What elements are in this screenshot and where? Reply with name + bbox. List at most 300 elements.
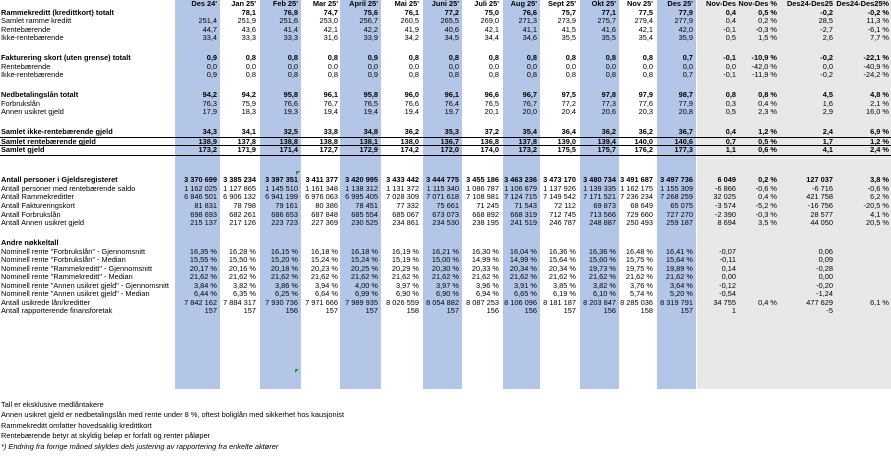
table-cell[interactable]: 3,97 % bbox=[435, 280, 459, 290]
table-cell[interactable]: 682 261 bbox=[229, 209, 256, 219]
table-cell[interactable]: 0,8 bbox=[408, 53, 419, 63]
table-cell[interactable]: 668 319 bbox=[510, 209, 537, 219]
table-cell[interactable]: 15,50 % bbox=[228, 255, 256, 265]
table-cell[interactable]: 0,0 bbox=[682, 61, 693, 71]
table-row[interactable] bbox=[0, 128, 891, 137]
table-cell[interactable]: -0,07 bbox=[719, 246, 736, 256]
table-cell[interactable]: 16,18 % bbox=[350, 246, 378, 256]
table-cell[interactable]: 20,0 bbox=[522, 107, 537, 117]
table-cell[interactable]: -6 716 bbox=[812, 183, 833, 193]
table-cell[interactable]: 35,9 bbox=[678, 33, 693, 43]
table-cell[interactable]: 15,64 % bbox=[665, 255, 693, 265]
table-cell[interactable]: 3 397 351 bbox=[265, 175, 298, 185]
table-cell[interactable]: 3 420 995 bbox=[345, 175, 378, 185]
table-cell[interactable]: 3,97 % bbox=[395, 280, 419, 290]
table-cell[interactable]: -1,24 bbox=[816, 289, 833, 299]
table-cell[interactable]: -0,1 bbox=[723, 24, 736, 34]
table-cell[interactable]: 0,8 bbox=[488, 53, 499, 63]
table-cell[interactable]: 34,3 bbox=[202, 127, 217, 137]
table-cell[interactable]: -0,2 bbox=[820, 7, 833, 17]
table-cell[interactable]: 0,4 % bbox=[758, 192, 777, 202]
table-cell[interactable]: 21,62 % bbox=[471, 272, 499, 282]
table-cell[interactable]: 7 149 542 bbox=[543, 192, 576, 202]
table-cell[interactable]: 729 660 bbox=[626, 209, 653, 219]
table-cell[interactable]: 251,4 bbox=[198, 16, 217, 26]
table-cell[interactable]: 34,5 bbox=[444, 33, 459, 43]
table-cell[interactable]: 34 755 bbox=[713, 297, 736, 307]
table-cell[interactable]: 95,8 bbox=[363, 90, 378, 100]
table-cell[interactable]: 0,2 % bbox=[758, 175, 777, 185]
table-cell[interactable]: 36,2 bbox=[601, 127, 616, 137]
table-cell[interactable]: 1 138 312 bbox=[345, 183, 378, 193]
table-cell[interactable]: 16,48 % bbox=[625, 246, 653, 256]
table-cell[interactable]: 3 473 170 bbox=[543, 175, 576, 185]
table-cell[interactable]: 42,0 bbox=[678, 24, 693, 34]
table-cell[interactable]: 173,2 bbox=[518, 145, 537, 155]
table-cell[interactable]: 1,2 % bbox=[758, 127, 777, 137]
table-cell[interactable]: 71 543 bbox=[514, 201, 537, 210]
table-cell[interactable]: 3,94 % bbox=[314, 280, 338, 290]
table-cell[interactable]: 1,2 % bbox=[870, 136, 889, 146]
table-cell[interactable]: 0,0 bbox=[488, 61, 499, 71]
table-cell[interactable]: 20,1 bbox=[484, 107, 499, 117]
table-cell[interactable]: 172,0 bbox=[440, 145, 459, 155]
table-cell[interactable]: 157 bbox=[563, 306, 576, 316]
table-cell[interactable]: 174,2 bbox=[400, 145, 419, 155]
table-cell[interactable]: 6,1 % bbox=[870, 297, 889, 307]
table-cell[interactable]: 14,99 % bbox=[471, 255, 499, 265]
table-cell[interactable]: 175,5 bbox=[557, 145, 576, 155]
table-cell[interactable]: 34,4 bbox=[484, 33, 499, 43]
table-cell[interactable]: Aug 25' bbox=[510, 0, 537, 8]
table-cell[interactable]: 0,5 bbox=[725, 33, 736, 43]
table-cell[interactable]: 0,8 bbox=[327, 53, 338, 63]
table-cell[interactable]: 19,3 bbox=[283, 107, 298, 117]
table-cell[interactable]: Mar 25' bbox=[312, 0, 338, 8]
table-cell[interactable]: 20,17 % bbox=[189, 263, 217, 273]
table-cell[interactable]: 76,5 bbox=[484, 98, 499, 108]
table-cell[interactable]: 96,1 bbox=[323, 90, 338, 100]
table-cell[interactable]: 0,0 bbox=[287, 61, 298, 71]
table-cell[interactable]: 6,64 % bbox=[314, 289, 338, 299]
table-cell[interactable]: 16,41 % bbox=[665, 246, 693, 256]
table-cell[interactable]: 1 161 348 bbox=[305, 183, 338, 193]
table-cell[interactable]: 0,8 bbox=[245, 70, 256, 80]
table-cell[interactable]: 2,3 % bbox=[758, 107, 777, 117]
table-cell[interactable]: 14,99 % bbox=[509, 255, 537, 265]
table-cell[interactable]: 6,2 % bbox=[870, 192, 889, 202]
table-cell[interactable]: 7,7 % bbox=[870, 33, 889, 43]
table-cell[interactable]: 7 989 935 bbox=[345, 297, 378, 307]
table-cell[interactable]: 77,5 bbox=[638, 7, 653, 17]
table-cell[interactable]: 177,3 bbox=[674, 145, 693, 155]
table-cell[interactable]: 35,5 bbox=[561, 33, 576, 43]
table-cell[interactable]: 76,6 bbox=[404, 98, 419, 108]
table-cell[interactable]: 0,8 bbox=[642, 70, 653, 80]
table-cell[interactable]: 673 073 bbox=[432, 209, 459, 219]
table-cell[interactable]: 269,0 bbox=[480, 16, 499, 26]
table-cell[interactable]: 74,7 bbox=[323, 7, 338, 17]
table-cell[interactable]: 6,25 % bbox=[274, 289, 298, 299]
table-cell[interactable]: 77,2 bbox=[561, 98, 576, 108]
table-cell[interactable]: 76,6 bbox=[283, 98, 298, 108]
table-cell[interactable]: -0,3 % bbox=[755, 209, 777, 219]
table-cell[interactable]: 1,7 bbox=[822, 136, 833, 146]
table-cell[interactable]: 3,5 % bbox=[758, 218, 777, 228]
table-cell[interactable]: -0,2 bbox=[820, 53, 833, 63]
table-cell[interactable]: 273,9 bbox=[557, 16, 576, 26]
table-cell[interactable]: 227 369 bbox=[311, 218, 338, 228]
table-cell[interactable]: 34,6 bbox=[522, 33, 537, 43]
table-cell[interactable]: 20,30 % bbox=[431, 263, 459, 273]
table-cell[interactable]: 0,8 % bbox=[758, 90, 777, 100]
table-cell[interactable]: 6,19 % bbox=[552, 289, 576, 299]
table-cell[interactable]: 19,7 bbox=[444, 107, 459, 117]
table-cell[interactable]: Juli 25' bbox=[474, 0, 499, 8]
table-cell[interactable]: 279,4 bbox=[634, 16, 653, 26]
table-cell[interactable]: 41,1 bbox=[522, 24, 537, 34]
table-cell[interactable]: 138,1 bbox=[359, 136, 378, 146]
table-cell[interactable]: 2,1 % bbox=[870, 98, 889, 108]
table-cell[interactable]: 16,36 % bbox=[548, 246, 576, 256]
table-cell[interactable]: 0,9 bbox=[206, 53, 217, 63]
table-cell[interactable]: 1 115 340 bbox=[426, 183, 459, 193]
table-cell[interactable]: 137,8 bbox=[237, 136, 256, 146]
table-cell[interactable]: 20,5 % bbox=[865, 218, 889, 228]
table-cell[interactable]: 68 649 bbox=[630, 201, 653, 210]
table-cell[interactable]: 21,62 % bbox=[270, 272, 298, 282]
table-cell[interactable]: 20,25 % bbox=[350, 263, 378, 273]
table-cell[interactable]: 37,2 bbox=[484, 127, 499, 137]
table-cell[interactable]: 250 493 bbox=[626, 218, 653, 228]
table-cell[interactable]: Nov-Des % bbox=[738, 0, 777, 8]
table-cell[interactable]: 20,29 % bbox=[391, 263, 419, 273]
table-cell[interactable]: 96,1 bbox=[444, 90, 459, 100]
table-cell[interactable]: 44,7 bbox=[202, 24, 217, 34]
table-cell[interactable]: 3 463 236 bbox=[504, 175, 537, 185]
table-cell[interactable]: 15,60 % bbox=[588, 255, 616, 265]
table-cell[interactable]: 4,5 bbox=[822, 90, 833, 100]
table-cell[interactable]: 1,5 % bbox=[758, 33, 777, 43]
table-cell[interactable]: 3 444 775 bbox=[426, 175, 459, 185]
table-cell[interactable]: Juni 25' bbox=[431, 0, 459, 8]
table-cell[interactable]: 0,4 bbox=[725, 127, 736, 137]
table-cell[interactable]: -0,2 bbox=[820, 70, 833, 80]
table-cell[interactable]: 7 171 521 bbox=[583, 192, 616, 202]
table-cell[interactable]: 36,2 bbox=[404, 127, 419, 137]
table-cell[interactable]: 6,9 % bbox=[870, 127, 889, 137]
table-cell[interactable]: 0,0 bbox=[448, 61, 459, 71]
table-cell[interactable]: 265,5 bbox=[440, 16, 459, 26]
table-cell[interactable]: 6 846 501 bbox=[184, 192, 217, 202]
table-cell[interactable]: 97,8 bbox=[601, 90, 616, 100]
table-cell[interactable]: 1,1 bbox=[725, 145, 736, 155]
table-cell[interactable]: 78 798 bbox=[233, 201, 256, 210]
table-cell[interactable]: 15,19 % bbox=[391, 255, 419, 265]
table-cell[interactable]: 698 693 bbox=[190, 209, 217, 219]
table-cell[interactable]: 3,96 % bbox=[475, 280, 499, 290]
table-cell[interactable]: Mai 25' bbox=[394, 0, 419, 8]
table-cell[interactable]: 139,0 bbox=[557, 136, 576, 146]
table-cell[interactable]: 6,44 % bbox=[193, 289, 217, 299]
table-cell[interactable]: 260,5 bbox=[400, 16, 419, 26]
table-cell[interactable]: 71 245 bbox=[476, 201, 499, 210]
table-cell[interactable]: 2,6 bbox=[822, 33, 833, 43]
table-cell[interactable]: 3,85 % bbox=[552, 280, 576, 290]
table-cell[interactable]: 3 455 186 bbox=[466, 175, 499, 185]
table-cell[interactable]: 251,6 bbox=[279, 16, 298, 26]
table-cell[interactable]: 4,8 % bbox=[870, 90, 889, 100]
table-cell[interactable]: 15,24 % bbox=[350, 255, 378, 265]
table-cell[interactable]: 16,04 % bbox=[509, 246, 537, 256]
table-cell[interactable]: 4,1 bbox=[822, 145, 833, 155]
table-row[interactable] bbox=[0, 145, 891, 156]
table-cell[interactable]: 94,2 bbox=[202, 90, 217, 100]
table-cell[interactable]: 6,35 % bbox=[232, 289, 256, 299]
table-cell[interactable]: 32,5 bbox=[283, 127, 298, 137]
table-cell[interactable]: 5,74 % bbox=[629, 289, 653, 299]
table-cell[interactable]: 1 086 787 bbox=[466, 183, 499, 193]
table-cell[interactable]: Des 25' bbox=[667, 0, 693, 8]
table-cell[interactable]: 76,7 bbox=[323, 98, 338, 108]
table-cell[interactable]: Des24-Des25 bbox=[786, 0, 833, 8]
table-cell[interactable]: 3 433 442 bbox=[386, 175, 419, 185]
table-cell[interactable]: 17,9 bbox=[202, 107, 217, 117]
table-cell[interactable]: 0,4 bbox=[725, 7, 736, 17]
table-cell[interactable]: 0,8 bbox=[448, 70, 459, 80]
table-cell[interactable]: 21,62 % bbox=[665, 272, 693, 282]
table-cell[interactable]: 34,8 bbox=[363, 127, 378, 137]
table-cell[interactable]: 0,3 bbox=[725, 98, 736, 108]
table-cell[interactable]: 0,00 bbox=[721, 272, 736, 282]
table-cell[interactable]: 271,3 bbox=[518, 16, 537, 26]
table-cell[interactable]: 6 995 405 bbox=[345, 192, 378, 202]
table-cell[interactable]: April 25' bbox=[349, 0, 378, 8]
table-cell[interactable]: 15,24 % bbox=[310, 255, 338, 265]
table-cell[interactable]: 3,76 % bbox=[629, 280, 653, 290]
table-cell[interactable]: -5 bbox=[826, 306, 833, 316]
table-cell[interactable]: 1 137 926 bbox=[543, 183, 576, 193]
table-cell[interactable]: 1 127 865 bbox=[223, 183, 256, 193]
table-cell[interactable]: 2,4 bbox=[822, 127, 833, 137]
table-cell[interactable]: 8 026 559 bbox=[386, 297, 419, 307]
table-cell[interactable]: 31,6 bbox=[323, 33, 338, 43]
table-cell[interactable]: 158 bbox=[406, 306, 419, 316]
table-cell[interactable]: 76,7 bbox=[522, 98, 537, 108]
table-cell[interactable]: 8 087 253 bbox=[466, 297, 499, 307]
table-cell[interactable]: 41,6 bbox=[601, 24, 616, 34]
table-cell[interactable]: 35,3 bbox=[444, 127, 459, 137]
table-cell[interactable]: 234 530 bbox=[432, 218, 459, 228]
table-cell[interactable]: Nov-Des bbox=[706, 0, 736, 8]
table-cell[interactable]: 139,4 bbox=[597, 136, 616, 146]
table-cell[interactable]: 251,9 bbox=[237, 16, 256, 26]
table-cell[interactable]: 75,0 bbox=[484, 7, 499, 17]
table-cell[interactable]: -6 866 bbox=[715, 183, 736, 193]
table-cell[interactable]: 1 bbox=[731, 306, 736, 316]
table-cell[interactable]: Jan 25' bbox=[231, 0, 256, 8]
table-cell[interactable]: 15,55 % bbox=[189, 255, 217, 265]
table-cell[interactable]: 11,3 % bbox=[866, 16, 889, 26]
table-cell[interactable]: 138,8 bbox=[319, 136, 338, 146]
table-cell[interactable]: 421 758 bbox=[806, 192, 833, 202]
table-cell[interactable]: 75,6 bbox=[363, 7, 378, 17]
table-cell[interactable]: 72 112 bbox=[553, 201, 576, 210]
table-cell[interactable]: 3 385 234 bbox=[223, 175, 256, 185]
table-cell[interactable]: 157 bbox=[446, 306, 459, 316]
table-row[interactable] bbox=[0, 219, 891, 228]
table-cell[interactable]: -16 756 bbox=[807, 201, 833, 210]
table-cell[interactable]: 36,7 bbox=[678, 127, 693, 137]
table-cell[interactable]: 156 bbox=[524, 306, 537, 316]
table-cell[interactable]: 76,9 bbox=[283, 7, 298, 17]
table-cell[interactable]: 19,73 % bbox=[588, 263, 616, 273]
table-cell[interactable]: 36,2 bbox=[638, 127, 653, 137]
table-cell[interactable]: -24,2 % bbox=[863, 70, 889, 80]
table-cell[interactable]: 0,4 % bbox=[758, 98, 777, 108]
table-cell[interactable]: 8 054 882 bbox=[426, 297, 459, 307]
table-cell[interactable]: 41,4 bbox=[283, 24, 298, 34]
table-cell[interactable]: 248 887 bbox=[589, 218, 616, 228]
table-cell[interactable]: 0,4 bbox=[725, 16, 736, 26]
table-cell[interactable]: 18,3 bbox=[241, 107, 256, 117]
table-cell[interactable]: 21,62 % bbox=[509, 272, 537, 282]
table-cell[interactable]: Nov 25' bbox=[627, 0, 653, 8]
table-cell[interactable]: 80 386 bbox=[315, 201, 338, 210]
table-cell[interactable]: 7 071 618 bbox=[426, 192, 459, 202]
table-cell[interactable]: 2,9 bbox=[822, 107, 833, 117]
table-cell[interactable]: -0,1 bbox=[723, 53, 736, 63]
table-cell[interactable]: 6,65 % bbox=[513, 289, 537, 299]
table-cell[interactable]: 0,0 bbox=[206, 61, 217, 71]
table-cell[interactable]: 16,28 % bbox=[228, 246, 256, 256]
table-cell[interactable]: 685 067 bbox=[392, 209, 419, 219]
table-cell[interactable]: 33,8 bbox=[323, 127, 338, 137]
table-cell[interactable]: 0,4 % bbox=[758, 297, 777, 307]
table-cell[interactable]: 65 075 bbox=[670, 201, 693, 210]
table-cell[interactable]: 3,82 % bbox=[232, 280, 256, 290]
table-cell[interactable]: 8 203 847 bbox=[583, 297, 616, 307]
table-cell[interactable]: 138,0 bbox=[400, 136, 419, 146]
table-cell[interactable]: 21,62 % bbox=[431, 272, 459, 282]
table-cell[interactable]: 76,5 bbox=[363, 98, 378, 108]
table-cell[interactable]: 19,4 bbox=[404, 107, 419, 117]
table-cell[interactable]: 28,5 bbox=[818, 16, 833, 26]
table-cell[interactable]: 230 525 bbox=[351, 218, 378, 228]
table-cell[interactable]: 97,5 bbox=[561, 90, 576, 100]
table-cell[interactable]: 21,62 % bbox=[350, 272, 378, 282]
table-cell[interactable]: -0,28 bbox=[816, 263, 833, 273]
table-cell[interactable]: 253,0 bbox=[319, 16, 338, 26]
table-cell[interactable]: 94,2 bbox=[241, 90, 256, 100]
table-cell[interactable]: 34,2 bbox=[404, 33, 419, 43]
table-cell[interactable]: 75,7 bbox=[561, 7, 576, 17]
table-cell[interactable]: 16,30 % bbox=[471, 246, 499, 256]
table-cell[interactable]: 78 451 bbox=[355, 201, 378, 210]
table-cell[interactable]: 41,9 bbox=[404, 24, 419, 34]
table-cell[interactable]: 0,8 bbox=[245, 53, 256, 63]
table-cell[interactable]: 0,0 bbox=[367, 61, 378, 71]
table-cell[interactable]: 40,6 bbox=[444, 24, 459, 34]
table-cell[interactable]: 138,9 bbox=[198, 136, 217, 146]
table-cell[interactable]: 16,15 % bbox=[270, 246, 298, 256]
table-cell[interactable]: 42,1 bbox=[638, 24, 653, 34]
table-cell[interactable]: 217 126 bbox=[229, 218, 256, 228]
table-cell[interactable]: 0,8 bbox=[488, 70, 499, 80]
table-cell[interactable]: 33,9 bbox=[363, 33, 378, 43]
table-cell[interactable]: 0,7 bbox=[682, 53, 693, 63]
table-cell[interactable]: 727 270 bbox=[666, 209, 693, 219]
table-cell[interactable]: 44 050 bbox=[810, 218, 833, 228]
table-cell[interactable]: 136,7 bbox=[440, 136, 459, 146]
table-cell[interactable]: 7 124 715 bbox=[504, 192, 537, 202]
table-cell[interactable]: 19,89 % bbox=[665, 263, 693, 273]
table-cell[interactable]: 140,6 bbox=[674, 136, 693, 146]
table-cell[interactable]: 6 906 132 bbox=[223, 192, 256, 202]
table-cell[interactable]: 8 285 036 bbox=[620, 297, 653, 307]
table-cell[interactable]: -6,1 % bbox=[867, 24, 889, 34]
table-cell[interactable]: 97,9 bbox=[638, 90, 653, 100]
table-cell[interactable]: 3,86 % bbox=[274, 280, 298, 290]
table-cell[interactable]: 1 131 372 bbox=[386, 183, 419, 193]
table-cell[interactable]: -0,2 % bbox=[867, 7, 889, 17]
table-cell[interactable]: 713 566 bbox=[589, 209, 616, 219]
table-cell[interactable]: -42,0 % bbox=[751, 61, 777, 71]
table-cell[interactable]: 174,0 bbox=[480, 145, 499, 155]
table-cell[interactable]: 35,4 bbox=[522, 127, 537, 137]
table-cell[interactable]: 16,0 % bbox=[865, 107, 889, 117]
table-cell[interactable]: 8 181 187 bbox=[543, 297, 576, 307]
table-cell[interactable]: 173,2 bbox=[198, 145, 217, 155]
table-cell[interactable]: 76,4 bbox=[444, 98, 459, 108]
table-cell[interactable]: 136,8 bbox=[480, 136, 499, 146]
table-cell[interactable]: 1,6 bbox=[822, 98, 833, 108]
table-cell[interactable]: Feb 25' bbox=[272, 0, 298, 8]
table-cell[interactable]: 19,75 % bbox=[625, 263, 653, 273]
table-cell[interactable]: 7 884 317 bbox=[223, 297, 256, 307]
table-cell[interactable]: 1 145 510 bbox=[265, 183, 298, 193]
table-cell[interactable]: 98,7 bbox=[678, 90, 693, 100]
table-cell[interactable]: 33,4 bbox=[202, 33, 217, 43]
table-cell[interactable]: -22,1 % bbox=[863, 53, 889, 63]
table-cell[interactable]: 77,3 bbox=[601, 98, 616, 108]
table-cell[interactable]: 0,8 bbox=[565, 53, 576, 63]
table-cell[interactable]: 256,7 bbox=[359, 16, 378, 26]
table-cell[interactable]: 77,1 bbox=[601, 7, 616, 17]
table-cell[interactable]: 15,64 % bbox=[548, 255, 576, 265]
table-cell[interactable]: -0,3 % bbox=[755, 24, 777, 34]
table-cell[interactable]: 156 bbox=[285, 306, 298, 316]
table-cell[interactable]: 77,2 bbox=[444, 7, 459, 17]
table-row[interactable] bbox=[0, 307, 891, 316]
table-cell[interactable]: 0,9 bbox=[206, 70, 217, 80]
table-cell[interactable]: 1 162 175 bbox=[620, 183, 653, 193]
table-cell[interactable]: 6,90 % bbox=[395, 289, 419, 299]
table-cell[interactable]: 3 480 734 bbox=[583, 175, 616, 185]
table-cell[interactable]: 3 497 736 bbox=[660, 175, 693, 185]
table-cell[interactable]: 3,8 % bbox=[870, 175, 889, 185]
table-cell[interactable]: 157 bbox=[365, 306, 378, 316]
table-cell[interactable]: 0,8 bbox=[526, 53, 537, 63]
table-cell[interactable]: -3 574 bbox=[715, 201, 736, 210]
table-cell[interactable]: 477 629 bbox=[806, 297, 833, 307]
table-cell[interactable]: 6,99 % bbox=[354, 289, 378, 299]
table-cell[interactable]: 42,1 bbox=[484, 24, 499, 34]
table-cell[interactable]: 77 332 bbox=[396, 201, 419, 210]
table-cell[interactable]: 6,94 % bbox=[475, 289, 499, 299]
table-cell[interactable]: 0,0 bbox=[605, 61, 616, 71]
table-cell[interactable]: 96,7 bbox=[522, 90, 537, 100]
